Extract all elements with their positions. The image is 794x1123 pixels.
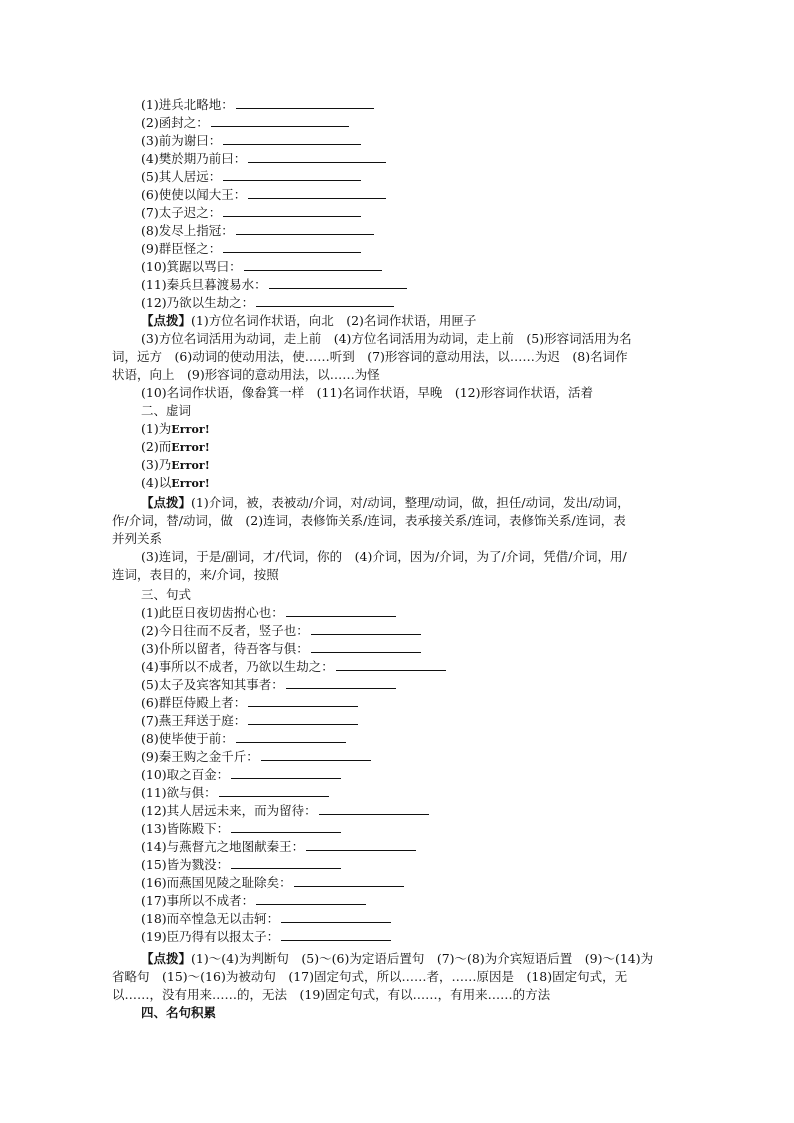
question-text: (5)其人居远： [141,169,222,184]
question-line [141,874,404,892]
question-line [141,856,341,874]
answer-blank[interactable] [231,820,341,833]
answer-blank[interactable] [248,712,358,725]
answer-blank[interactable] [231,766,341,779]
answer-blank[interactable] [219,784,329,797]
question-text: (2)函封之： [141,115,209,130]
question-line [141,784,329,802]
question-line [141,640,421,658]
answer-blank[interactable] [223,240,361,253]
answer-blank[interactable] [248,186,386,199]
question-line [141,132,361,150]
answer-blank[interactable] [236,222,374,235]
answer-blank[interactable] [248,694,358,707]
section-heading: 三、句式 [141,587,192,602]
answer-blank[interactable] [256,892,366,905]
question-text: (10)取之百金： [141,767,230,782]
hint-line [112,950,682,968]
question-line [141,258,382,276]
answer-blank[interactable] [286,676,396,689]
question-text: (14)与燕督亢之地图献秦王： [141,839,305,854]
answer-blank[interactable] [319,802,429,815]
question-text: (5)太子及宾客知其事者： [141,677,284,692]
question-line [141,438,210,456]
question-text: (6)群臣侍殿上者： [141,695,247,710]
hint-label: 【点拨】 [141,313,192,328]
question-text: (2)今日往而不反者，竖子也： [141,623,309,638]
question-line [141,892,366,910]
answer-blank[interactable] [294,874,404,887]
question-text: (1)为 [141,421,172,436]
answer-blank[interactable] [286,604,396,617]
question-line [141,802,429,820]
hint-line: (10)名词作状语，像畚箕一样 (11)名词作状语，早晚 (12)形容词作状语，活着 [141,385,593,400]
question-line [141,622,421,640]
question-text: (9)秦王购之金千斤： [141,749,259,764]
question-line [141,168,361,186]
question-line [141,186,386,204]
answer-blank[interactable] [261,748,371,761]
hint-text: (1)介词，被，表被动/介词，对/动词，整理/动词，做，担任/动词，发出/动词， [191,495,630,510]
answer-blank[interactable] [306,838,416,851]
answer-blank[interactable] [236,730,346,743]
question-line [141,910,391,928]
question-text: (12)其人居远未来，而为留待： [141,803,317,818]
answer-blank[interactable] [236,96,374,109]
hint-block [112,494,682,584]
hint-line: (3)连词，于是/副词，才/代词，你的 (4)介词，因为/介词，为了/介词，凭借/介词，用/ [141,549,627,564]
question-line [141,456,210,474]
question-line [141,604,396,622]
question-line [141,820,341,838]
error-text: Error! [171,441,210,454]
question-text: (3)仆所以留者，待吾客与俱： [141,641,309,656]
hint-line [112,312,682,330]
answer-blank[interactable] [281,928,391,941]
question-text: (7)燕王拜送于庭： [141,713,247,728]
hint-line: 并列关系 [112,531,163,546]
question-line [141,150,386,168]
question-line [141,294,394,312]
hint-line: 作/介词，替/动词，做 (2)连词，表修饰关系/连词，表承接关系/连词，表修饰关系/连词，表 [112,513,626,528]
hint-line: 连词，表目的，来/介词，按照 [112,567,279,582]
question-line [141,222,374,240]
question-line [141,474,210,492]
question-text: (6)使使以闻大王： [141,187,247,202]
question-text: (4)以 [141,475,172,490]
answer-blank[interactable] [223,132,361,145]
question-text: (8)发尽上指冠： [141,223,234,238]
answer-blank[interactable] [256,294,394,307]
error-text: Error! [171,459,210,472]
hint-label: 【点拨】 [141,495,192,510]
question-text: (11)秦兵旦暮渡易水： [141,277,267,292]
question-line [141,748,371,766]
hint-line: 以……，没有用来……的，无法 (19)固定句式，有以……，有用来……的方法 [112,987,551,1002]
question-text: (15)皆为戮没： [141,857,230,872]
hint-line: (3)方位名词活用为动词，走上前 (4)方位名词活用为动词，走上前 (5)形容词活用为名 [141,331,632,346]
question-text: (18)而卒惶急无以击轲： [141,911,280,926]
question-line [141,276,407,294]
question-line [141,114,349,132]
hint-line: 状语，向上 (9)形容词的意动用法，以……为怪 [112,367,380,382]
question-text: (4)樊於期乃前曰： [141,151,247,166]
question-text: (8)使毕使于前： [141,731,234,746]
error-text: Error! [171,477,210,490]
hint-text: (1)方位名词作状语，向北 (2)名词作状语，用匣子 [191,313,477,328]
answer-blank[interactable] [211,114,349,127]
error-text: Error! [171,423,210,436]
answer-blank[interactable] [231,856,341,869]
hint-text: (1)～(4)为判断句 (5)～(6)为定语后置句 (7)～(8)为介宾短语后置 (9)～(14)为 [191,951,654,966]
question-text: (1)进兵北略地： [141,97,234,112]
answer-blank[interactable] [281,910,391,923]
question-line [141,420,210,438]
question-line [141,730,346,748]
question-text: (9)群臣怪之： [141,241,222,256]
answer-blank[interactable] [311,622,421,635]
answer-blank[interactable] [244,258,382,271]
question-text: (2)而 [141,439,172,454]
question-text: (12)乃欲以生劫之： [141,295,255,310]
hint-line: 省略句 (15)～(16)为被动句 (17)固定句式，所以……者，……原因是 (18)固定句式，无 [112,969,628,984]
question-text: (13)皆陈殿下： [141,821,230,836]
answer-blank[interactable] [269,276,407,289]
section-heading: 二、虚词 [141,403,192,418]
hint-line: 词，远方 (6)动词的使动用法，使……听到 (7)形容词的意动用法，以……为迟 (8)名词作 [112,349,628,364]
answer-blank[interactable] [248,150,386,163]
question-text: (3)乃 [141,457,172,472]
question-text: (19)臣乃得有以报太子： [141,929,280,944]
question-line [141,694,358,712]
question-line [141,838,416,856]
hint-label: 【点拨】 [141,951,192,966]
hint-block [112,950,682,1004]
hint-line [112,494,682,512]
question-line [141,658,446,676]
section-heading: 四、名句积累 [141,1005,217,1020]
question-text: (10)箕踞以骂曰： [141,259,242,274]
question-text: (1)此臣日夜切齿拊心也： [141,605,284,620]
question-line [141,712,358,730]
answer-blank[interactable] [336,658,446,671]
question-text: (17)事所以不成者： [141,893,255,908]
hint-block [112,312,682,402]
question-text: (4)事所以不成者，乃欲以生劫之： [141,659,334,674]
question-line [141,676,396,694]
question-text: (11)欲与俱： [141,785,217,800]
question-line [141,928,391,946]
question-text: (3)前为谢曰： [141,133,222,148]
question-text: (7)太子迟之： [141,205,222,220]
question-text: (16)而燕国见陵之耻除矣： [141,875,292,890]
question-line [141,766,341,784]
question-line [141,204,361,222]
question-line [141,240,361,258]
answer-blank[interactable] [311,640,421,653]
answer-blank[interactable] [223,168,361,181]
question-line [141,96,374,114]
answer-blank[interactable] [223,204,361,217]
